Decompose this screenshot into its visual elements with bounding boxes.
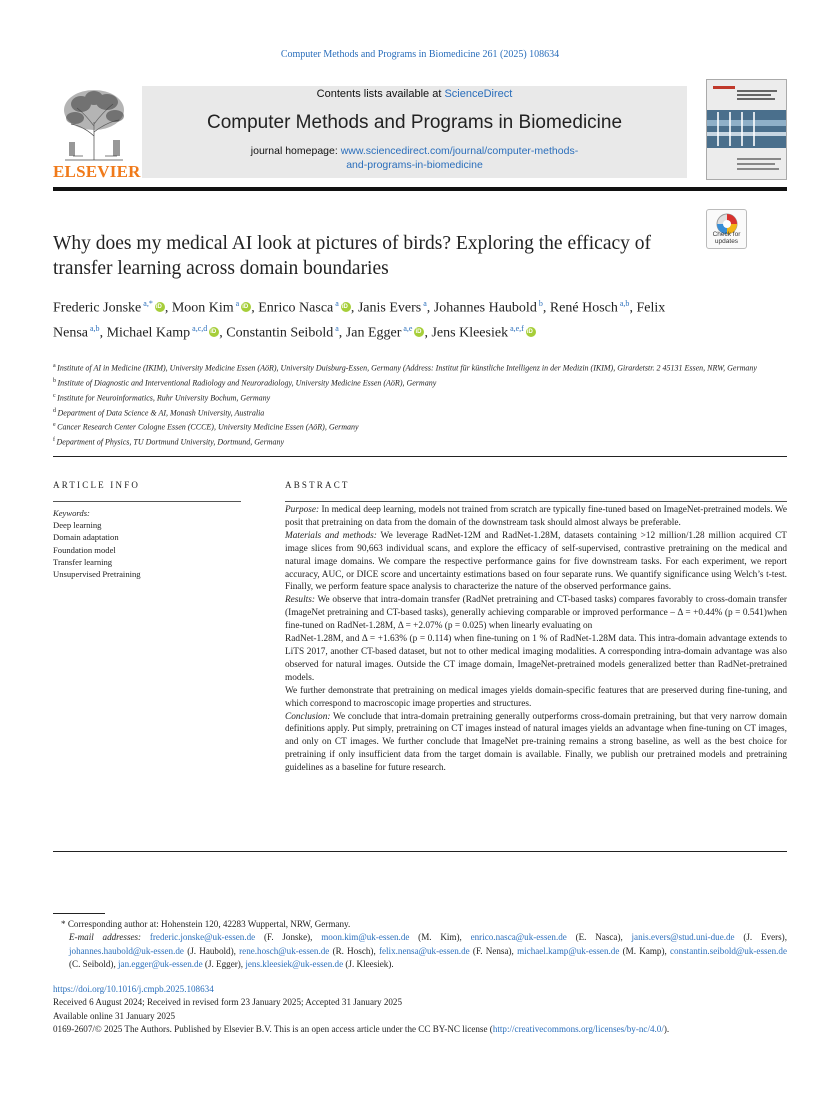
elsevier-tree-icon [53, 86, 135, 164]
corresponding-author-note: * Corresponding author at: Hohenstein 120, 42283 Wuppertal, NRW, Germany. [61, 919, 351, 929]
license-suffix: ). [663, 1024, 670, 1035]
journal-homepage [142, 144, 687, 172]
journal-title: Computer Methods and Programs in Biomedicine [206, 112, 623, 133]
abstract-rule [285, 501, 787, 502]
homepage-link-line2[interactable]: and-programs-in-biomedicine [346, 159, 483, 171]
orcid-icon[interactable] [209, 327, 219, 337]
author-name[interactable]: Moon Kim [171, 300, 234, 316]
crossmark-line2: updates [714, 238, 739, 245]
keywords-list [53, 519, 243, 580]
keyword-item: Unsupervised Pretraining [53, 569, 141, 580]
author-affiliation-mark[interactable]: a,c,d [190, 324, 208, 334]
author-affiliation-mark[interactable]: a,e [401, 324, 413, 334]
author-name[interactable]: René Hosch [549, 300, 618, 316]
abstract-results-features [285, 685, 787, 711]
received-dates: Received 6 August 2024; Received in revised form 23 January 2025; Accepted 31 January 2025 [53, 997, 403, 1008]
results-text-part3: We further demonstrate that pretraining on medical images yields domain-specific features that are preserved during fine-tuning, and which correspond to macroscopic image properties and structures. [285, 685, 787, 709]
abstract-methods [285, 530, 787, 595]
journal-cover-thumbnail[interactable] [706, 79, 787, 180]
affiliation-list [53, 360, 787, 449]
affiliation-item: $^c$ Institute for Neuroinformatics, Ruhr University Bochum, Germany [53, 392, 271, 403]
email-link[interactable]: johannes.haubold@uk-essen.de [69, 945, 184, 956]
keywords-block [53, 507, 243, 580]
email-link[interactable]: janis.evers@stud.uni-due.de [631, 932, 735, 943]
purpose-label: Purpose: [285, 505, 320, 515]
author-affiliation-mark[interactable]: a [333, 299, 339, 308]
header-rule [53, 187, 787, 191]
author-affiliation-mark[interactable]: a [421, 299, 427, 308]
author-affiliation-mark[interactable]: a [333, 324, 339, 334]
author-affiliation-mark[interactable]: a,e,f [508, 324, 524, 334]
orcid-icon[interactable] [241, 302, 251, 312]
email-addresses: E-mail addresses: frederic.jonske@uk-essen.de (F. Jonske), moon.kim@uk-essen.de (M. Kim), enrico.nasca@uk-essen.de (E. Nasca), janis.evers@stud.uni-due.de (J. Evers), johannes.haubold@uk-essen.de (J. Haubold), rene.hosch@uk-essen.de (R. Hosch), felix.nensa@uk-essen.de (F. Nensa), michael.kamp@uk-essen.de (M. Kamp), constantin.seibold@uk-essen.de (C. Seibold), jan.egger@uk-essen.de (J. Egger), jens.kleesiek@uk-essen.de (J. Kleesiek). [69, 932, 787, 969]
journal-citation-link[interactable]: Computer Methods and Programs in Biomedicine 261 (2025) 108634 [280, 49, 560, 60]
author-name[interactable]: Michael Kamp [106, 325, 191, 341]
orcid-icon[interactable] [155, 302, 165, 312]
author-name[interactable]: Frederic Jonske [53, 300, 142, 316]
affiliation-item: $^d$ Department of Data Science & AI, Monash University, Australia [53, 407, 265, 418]
sciencedirect-link[interactable]: ScienceDirect [444, 88, 513, 100]
author-name[interactable]: Jens Kleesiek [431, 325, 509, 341]
affiliation-mark: a [53, 363, 58, 369]
author-affiliation-mark[interactable]: a,b [617, 299, 630, 308]
abstract-results-cont [285, 633, 787, 685]
affiliation-mark: f [53, 437, 57, 444]
author-name[interactable]: Janis Evers [357, 300, 422, 316]
author-affiliation-mark[interactable]: a [233, 299, 240, 308]
license-link[interactable]: http://creativecommons.org/licenses/by-nc/4.0/ [492, 1024, 664, 1035]
crossmark-line1: Check for [712, 231, 741, 238]
email-link[interactable]: rene.hosch@uk-essen.de [239, 945, 330, 956]
affiliation-mark: d [53, 407, 58, 414]
author-name[interactable]: Jan Egger [345, 325, 402, 341]
author-name[interactable]: Enrico Nasca [258, 300, 334, 316]
journal-banner [142, 86, 687, 178]
keyword-item: Domain adaptation [53, 532, 119, 543]
results-label: Results: [285, 595, 315, 606]
orcid-icon[interactable] [341, 302, 351, 312]
results-text-part2: RadNet-1.28M, and Δ = +1.63% (p = 0.114) when fine-tuning on 1 % of RadNet-1.28M data. This intra-domain advantage extends to LiTS 2017, another CT-based dataset, but not to other medical imaging modalities. A corresponding intra-domain advantage was also observed for natural images. Outside the CT image domain, ImageNet-pretrained models generalized better than RadNet-pretrained models. [285, 634, 787, 683]
elsevier-wordmark: ELSEVIER [53, 162, 141, 181]
results-text-part1: We observe that intra-domain transfer (RadNet pretraining and CT-based tasks) compares favorably to cross-domain transfer (ImageNet pretraining and CT-based tasks), generally achieving comparable or improved performance – Δ = +0.44% (p = 0.541)when fine-tuned on RadNet-1.28M, Δ = +2.07% (p = 0.025) when linearly evaluating on [285, 595, 787, 632]
abstract-heading: ABSTRACT [285, 480, 350, 490]
orcid-icon[interactable] [414, 327, 424, 337]
author-name[interactable]: Johannes Haubold [433, 300, 537, 316]
keyword-item: Foundation model [53, 544, 116, 555]
article-info-rule [53, 501, 241, 502]
affiliation-mark: b [53, 377, 58, 384]
keywords-label: Keywords: [53, 508, 90, 518]
elsevier-logo[interactable] [53, 86, 141, 182]
author-affiliation-mark[interactable]: a,b [88, 324, 100, 334]
email-link[interactable]: enrico.nasca@uk-essen.de [470, 932, 567, 943]
journal-cover-image [707, 80, 787, 180]
abstract-body [285, 504, 787, 775]
email-label: E-mail addresses: [69, 932, 150, 943]
journal-header [53, 86, 787, 182]
author-name[interactable]: Constantin Seibold [226, 325, 334, 341]
license-prefix: 0169-2607/© 2025 The Authors. Published by Elsevier B.V. This is an open access article under the CC BY-NC license ( [53, 1024, 493, 1035]
section-divider [53, 456, 787, 457]
article-info-heading: ARTICLE INFO [53, 480, 141, 490]
email-link[interactable]: moon.kim@uk-essen.de [321, 932, 410, 943]
abstract-conclusion [285, 711, 787, 776]
affiliation-item: $^b$ Institute of Diagnostic and Interventional Radiology and Neuroradiology, University Medicine Essen (AöR), Germany [53, 377, 437, 388]
author-list: Frederic Jonske $^{a,*}$iD , Moon Kim $^a$iD , Enrico Nasca $^a$iD , Janis Evers $^a$, Johannes Haubold $^b$, René Hosch $^{a,b}$, Felix Nensa $^{a,b}$, Michael Kamp $^{a,c,d}$iD , Constantin Seibold $^a$, Jan Egger $^{a,e}$iD , Jens Kleesiek $^{a,e,f}$iD [53, 294, 693, 344]
online-date: Available online 31 January 2025 [53, 1010, 176, 1021]
footnote-rule [53, 913, 105, 914]
conclusion-text: We conclude that intra-domain pretraining generally outperforms cross-domain pretraining, but that very narrow domain definitions apply. Put simply, pretraining on CT images instead of natural images yields an advantage when fine-tuning on CT images, and only on CT images. We further conclude that ImageNet pre-training remains a strong baseline, as well as the best choice for pretraining if only insufficient data from the target domain is available. Finally, we publish our pretrained models and pretraining guidelines as a baseline for future research. [285, 711, 787, 774]
orcid-icon[interactable] [526, 327, 536, 337]
email-link[interactable]: michael.kamp@uk-essen.de [517, 945, 620, 956]
article-title: Why does my medical AI look at pictures of birds? Exploring the efficacy of transfer learning across domain boundaries [53, 233, 652, 279]
homepage-link-line1[interactable]: www.sciencedirect.com/journal/computer-methods- [340, 145, 579, 157]
affiliation-item: $^f$ Department of Physics, TU Dortmund University, Dortmund, Germany [53, 437, 285, 447]
email-link[interactable]: jan.egger@uk-essen.de [118, 958, 203, 969]
footnotes [53, 918, 787, 971]
methods-label: Materials and methods: [285, 530, 377, 541]
homepage-label: journal homepage: [250, 145, 341, 157]
affiliation-item: $^a$ Institute of AI in Medicine (IKIM), University Medicine Essen (AöR), University Duisburg-Essen, Germany (Address: Institut für künstliche Intelligenz in der Medizin (IKIM), Girardetstr. 2 45131 Essen, NRW, Germany [53, 363, 757, 373]
publication-info [53, 983, 787, 1037]
check-for-updates-badge[interactable] [706, 209, 747, 249]
affiliation-item: $^e$ Cancer Research Center Cologne Essen (CCCE), University Medicine Essen (AöR), Germany [53, 422, 359, 433]
author-name[interactable]: Felix Nensa [53, 300, 666, 341]
author-affiliation-mark[interactable]: a,* [141, 299, 153, 308]
purpose-text: In medical deep learning, models not trained from scratch are typically fine-tuned based on ImageNet-pretrained models. We posit that pretraining on data from the domain of the downstream task should almost always be preferable. [285, 505, 787, 528]
affiliation-mark: c [53, 392, 58, 399]
email-link[interactable]: jens.kleesiek@uk-essen.de [245, 958, 344, 969]
corresponding-text: Corresponding author at: Hohenstein 120, 42283 Wuppertal, NRW, Germany. [67, 919, 351, 929]
abstract-end-divider [53, 851, 787, 852]
email-link[interactable]: frederic.jonske@uk-essen.de [149, 932, 256, 943]
email-link[interactable]: felix.nensa@uk-essen.de [378, 945, 470, 956]
conclusion-label: Conclusion: [285, 711, 331, 722]
keyword-item: Transfer learning [53, 556, 113, 567]
contents-prefix: Contents lists available at [316, 88, 445, 100]
keyword-item: Deep learning [53, 520, 102, 531]
license-statement [53, 1023, 787, 1036]
contents-line [142, 88, 687, 100]
methods-text: We leverage RadNet-12M and RadNet-1.28M, datasets containing >12 million/1.28 million acquired CT image slices from 90,663 individual scans, and explore the efficacy of self-supervised, contrastive pretraining on the medical and natural image domains. We compare the respective performance gains for five downstream tasks. For each experiment, we report accuracy, AUC, or DICE score and uncertainty estimations based on four separate runs. We quantify significance using Welch’s t-test. Finally, we perform feature space analysis to characterize the nature of the observed performance gains. [285, 530, 787, 593]
author-affiliation-mark[interactable]: b [536, 299, 543, 308]
doi-link[interactable]: https://doi.org/10.1016/j.cmpb.2025.108634 [53, 984, 214, 994]
email-link[interactable]: constantin.seibold@uk-essen.de [670, 945, 787, 956]
crossmark-label [707, 231, 746, 245]
affiliation-mark: e [53, 422, 58, 429]
abstract-purpose [285, 504, 787, 530]
abstract-results [285, 594, 787, 633]
